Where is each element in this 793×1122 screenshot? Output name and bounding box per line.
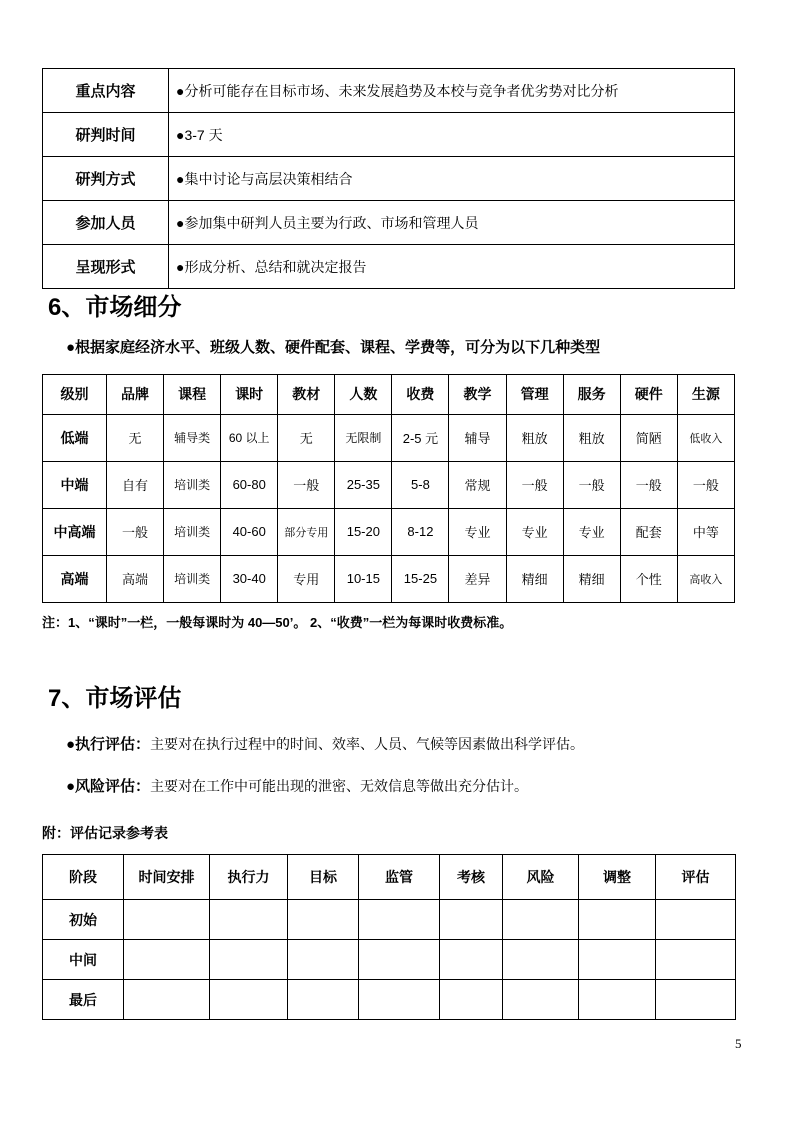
table-cell: 培训类 — [164, 508, 221, 555]
empty-cell — [124, 900, 210, 940]
bullet-label: ●执行评估： — [66, 735, 151, 753]
table-cell: 粗放 — [506, 414, 563, 461]
table-header-row — [43, 855, 736, 900]
row-content: ●集中讨论与高层决策相结合 — [169, 157, 735, 201]
table-row — [43, 69, 735, 113]
table-cell: 60-80 — [221, 461, 278, 508]
column-header: 执行力 — [210, 855, 288, 900]
table-cell: 25-35 — [335, 461, 392, 508]
evaluation-record-table — [42, 854, 736, 1020]
column-header: 生源 — [677, 374, 734, 414]
table-cell: 2-5 元 — [392, 414, 449, 461]
table-row — [43, 461, 735, 508]
table-cell: 8-12 — [392, 508, 449, 555]
table-cell: 10-15 — [335, 555, 392, 602]
table-cell: 专业 — [449, 508, 506, 555]
column-header: 风险 — [503, 855, 579, 900]
table-cell: 15-20 — [335, 508, 392, 555]
table-row — [43, 245, 735, 289]
table-cell: 培训类 — [164, 461, 221, 508]
table-cell: 30-40 — [221, 555, 278, 602]
table-cell: 个性 — [620, 555, 677, 602]
row-label: 中端 — [43, 461, 107, 508]
execution-evaluation-bullet — [66, 736, 735, 755]
column-header: 课程 — [164, 374, 221, 414]
row-label: 呈现形式 — [43, 245, 169, 289]
empty-cell — [579, 940, 656, 980]
market-segment-table — [42, 374, 735, 603]
row-content: ●3-7 天 — [169, 113, 735, 157]
column-header: 教材 — [278, 374, 335, 414]
table-cell: 一般 — [506, 461, 563, 508]
column-header: 级别 — [43, 374, 107, 414]
empty-cell — [210, 900, 288, 940]
table-cell: 无 — [107, 414, 164, 461]
column-header: 评估 — [656, 855, 736, 900]
table-cell: 中等 — [677, 508, 734, 555]
row-label: 低端 — [43, 414, 107, 461]
empty-cell — [210, 940, 288, 980]
empty-cell — [288, 900, 359, 940]
empty-cell — [124, 940, 210, 980]
row-content: ●分析可能存在目标市场、未来发展趋势及本校与竞争者优劣势对比分析 — [169, 69, 735, 113]
table-cell: 一般 — [278, 461, 335, 508]
row-label: 中高端 — [43, 508, 107, 555]
column-header: 课时 — [221, 374, 278, 414]
row-label: 研判方式 — [43, 157, 169, 201]
row-label: 最后 — [43, 980, 124, 1020]
table-cell: 辅导 — [449, 414, 506, 461]
table-cell: 配套 — [620, 508, 677, 555]
table-cell: 高收入 — [677, 555, 734, 602]
empty-cell — [359, 900, 440, 940]
row-label: 高端 — [43, 555, 107, 602]
table-cell: 精细 — [506, 555, 563, 602]
empty-cell — [503, 940, 579, 980]
research-summary-table — [42, 68, 735, 289]
table-row — [43, 508, 735, 555]
section-heading-market-evaluation: 7、市场评估 — [48, 685, 182, 713]
table-footnote: 注：1、“课时”一栏，一般每课时为 40—50’。 2、“收费”一栏为每课时收费标准。 — [42, 614, 513, 630]
table-cell: 15-25 — [392, 555, 449, 602]
table-row — [43, 414, 735, 461]
table-cell: 无限制 — [335, 414, 392, 461]
empty-cell — [288, 940, 359, 980]
column-header: 服务 — [563, 374, 620, 414]
column-header: 考核 — [440, 855, 503, 900]
bullet-label: ●风险评估： — [66, 777, 151, 795]
empty-cell — [124, 980, 210, 1020]
row-label: 重点内容 — [43, 69, 169, 113]
table-cell: 部分专用 — [278, 508, 335, 555]
table-cell: 辅导类 — [164, 414, 221, 461]
empty-cell — [440, 900, 503, 940]
empty-cell — [359, 940, 440, 980]
table-cell: 无 — [278, 414, 335, 461]
table-cell: 一般 — [677, 461, 734, 508]
table-cell: 5-8 — [392, 461, 449, 508]
table-cell: 自有 — [107, 461, 164, 508]
bullet-text: 主要对在执行过程中的时间、效率、人员、气候等因素做出科学评估。 — [150, 735, 585, 752]
table-cell: 40-60 — [221, 508, 278, 555]
row-content: ●参加集中研判人员主要为行政、市场和管理人员 — [169, 201, 735, 245]
table-cell: 高端 — [107, 555, 164, 602]
column-header: 时间安排 — [124, 855, 210, 900]
attachment-caption: 附：评估记录参考表 — [42, 825, 168, 842]
empty-cell — [579, 900, 656, 940]
empty-cell — [288, 980, 359, 1020]
column-header: 监管 — [359, 855, 440, 900]
table-cell: 常规 — [449, 461, 506, 508]
empty-cell — [359, 980, 440, 1020]
table-cell: 培训类 — [164, 555, 221, 602]
empty-cell — [503, 980, 579, 1020]
column-header: 品牌 — [107, 374, 164, 414]
table-cell: 专业 — [563, 508, 620, 555]
section-heading-market-segmentation: 6、市场细分 — [48, 294, 182, 321]
empty-cell — [656, 980, 736, 1020]
table-row — [43, 900, 736, 940]
column-header: 硬件 — [620, 374, 677, 414]
segmentation-intro-bullet: ●根据家庭经济水平、班级人数、硬件配套、课程、学费等，可分为以下几种类型 — [66, 338, 601, 356]
table-cell: 一般 — [563, 461, 620, 508]
row-label: 中间 — [43, 940, 124, 980]
empty-cell — [579, 980, 656, 1020]
empty-cell — [440, 980, 503, 1020]
table-header-row — [43, 374, 735, 414]
table-cell: 低收入 — [677, 414, 734, 461]
page-number: 5 — [735, 1036, 742, 1051]
risk-evaluation-bullet — [66, 778, 735, 797]
table-row — [43, 157, 735, 201]
column-header: 阶段 — [43, 855, 124, 900]
table-cell: 60 以上 — [221, 414, 278, 461]
row-label: 参加人员 — [43, 201, 169, 245]
table-cell: 专用 — [278, 555, 335, 602]
table-cell: 粗放 — [563, 414, 620, 461]
table-row — [43, 201, 735, 245]
column-header: 调整 — [579, 855, 656, 900]
table-cell: 简陋 — [620, 414, 677, 461]
bullet-text: 主要对在工作中可能出现的泄密、无效信息等做出充分估计。 — [150, 777, 529, 794]
table-row — [43, 980, 736, 1020]
table-cell: 差异 — [449, 555, 506, 602]
column-header: 收费 — [392, 374, 449, 414]
column-header: 人数 — [335, 374, 392, 414]
table-cell: 精细 — [563, 555, 620, 602]
column-header: 目标 — [288, 855, 359, 900]
row-content: ●形成分析、总结和就决定报告 — [169, 245, 735, 289]
empty-cell — [503, 900, 579, 940]
table-row — [43, 555, 735, 602]
empty-cell — [656, 900, 736, 940]
table-row — [43, 113, 735, 157]
empty-cell — [656, 940, 736, 980]
column-header: 教学 — [449, 374, 506, 414]
table-cell: 一般 — [620, 461, 677, 508]
table-cell: 专业 — [506, 508, 563, 555]
empty-cell — [210, 980, 288, 1020]
empty-cell — [440, 940, 503, 980]
column-header: 管理 — [506, 374, 563, 414]
row-label: 研判时间 — [43, 113, 169, 157]
table-row — [43, 940, 736, 980]
table-cell: 一般 — [107, 508, 164, 555]
row-label: 初始 — [43, 900, 124, 940]
